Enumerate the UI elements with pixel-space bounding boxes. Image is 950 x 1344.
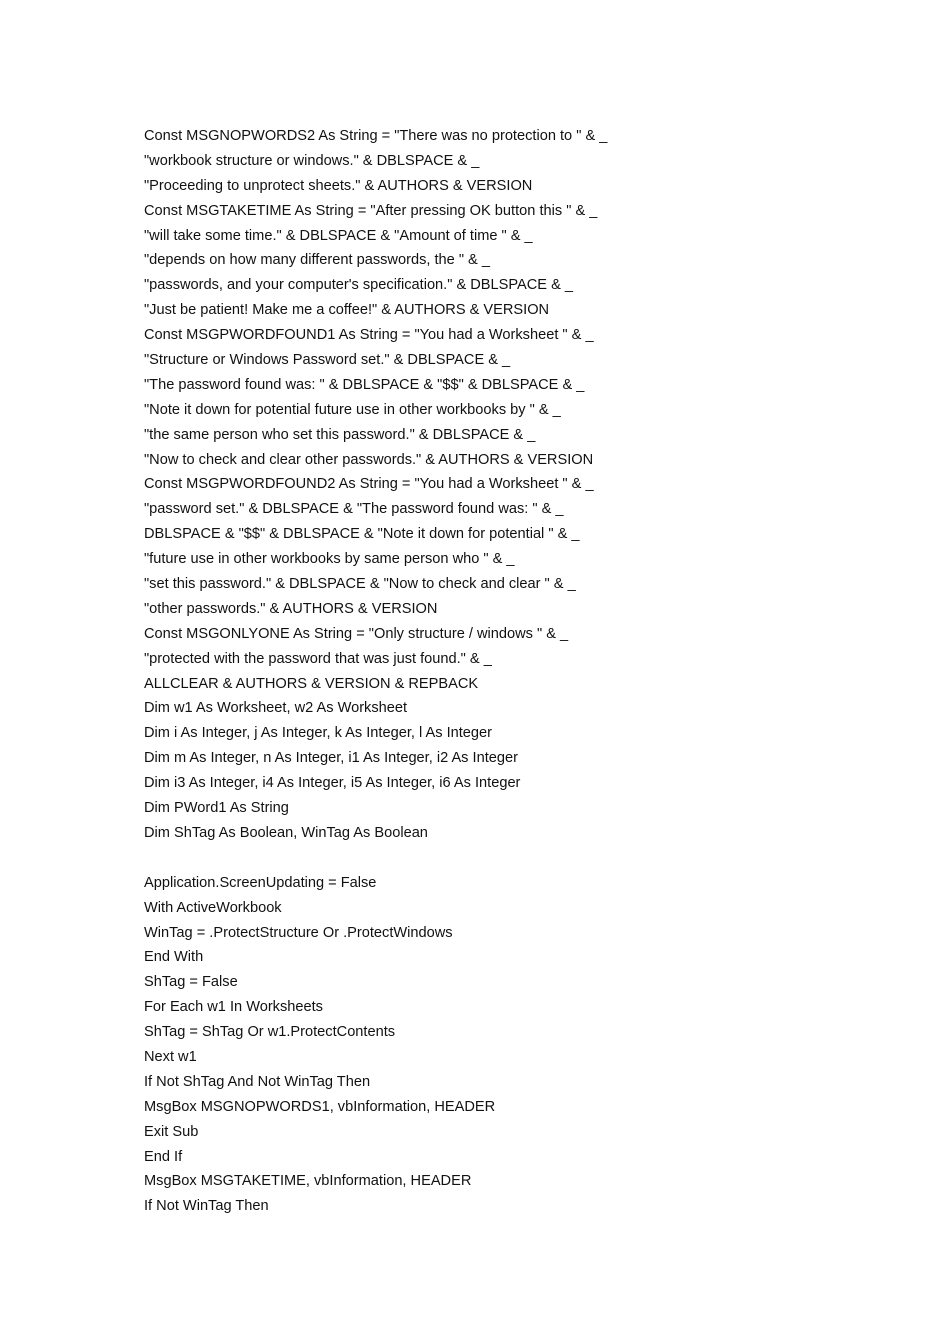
- code-line: "the same person who set this password." & DBLSPACE & _: [144, 426, 536, 443]
- code-line: "Note it down for potential future use in other workbooks by " & _: [144, 401, 561, 418]
- code-line: Const MSGTAKETIME As String = "After pressing OK button this " & _: [144, 202, 598, 219]
- code-line: Dim ShTag As Boolean, WinTag As Boolean: [144, 824, 428, 841]
- code-line: MsgBox MSGNOPWORDS1, vbInformation, HEADER: [144, 1098, 496, 1115]
- code-line: "workbook structure or windows." & DBLSPACE & _: [144, 152, 480, 169]
- code-line: "Proceeding to unprotect sheets." & AUTHORS & VERSION: [144, 177, 533, 194]
- code-line: "will take some time." & DBLSPACE & "Amount of time " & _: [144, 227, 533, 244]
- code-line: Const MSGNOPWORDS2 As String = "There was no protection to " & _: [144, 128, 608, 144]
- code-line: For Each w1 In Worksheets: [144, 999, 323, 1016]
- code-line: Dim m As Integer, n As Integer, i1 As Integer, i2 As Integer: [144, 750, 518, 767]
- code-line: "passwords, and your computer's specification." & DBLSPACE & _: [144, 277, 573, 294]
- code-line: Dim i As Integer, j As Integer, k As Integer, l As Integer: [144, 725, 493, 742]
- code-line: "set this password." & DBLSPACE & "Now to check and clear " & _: [144, 576, 576, 593]
- code-line: ShTag = ShTag Or w1.ProtectContents: [144, 1024, 396, 1041]
- code-line: "future use in other workbooks by same person who " & _: [144, 551, 515, 568]
- code-line: "other passwords." & AUTHORS & VERSION: [144, 600, 438, 617]
- code-line: "depends on how many different passwords, the " & _: [144, 252, 490, 269]
- code-line: Exit Sub: [144, 1123, 199, 1140]
- code-line: "Structure or Windows Password set." & DBLSPACE & _: [144, 352, 511, 369]
- code-line: DBLSPACE & "$$" & DBLSPACE & "Note it down for potential " & _: [144, 526, 580, 543]
- code-line: "Now to check and clear other passwords." & AUTHORS & VERSION: [144, 451, 594, 468]
- code-line: "password set." & DBLSPACE & "The password found was: " & _: [144, 501, 564, 518]
- code-line: Dim PWord1 As String: [144, 800, 289, 817]
- code-line: If Not ShTag And Not WinTag Then: [144, 1073, 371, 1090]
- code-line: With ActiveWorkbook: [144, 899, 282, 916]
- code-line: End With: [144, 949, 204, 966]
- code-line: Const MSGONLYONE As String = "Only structure / windows " & _: [144, 625, 569, 642]
- code-line: ALLCLEAR & AUTHORS & VERSION & REPBACK: [144, 675, 479, 692]
- code-line: Next w1: [144, 1048, 197, 1065]
- code-line: If Not WinTag Then: [144, 1198, 269, 1215]
- code-line: Dim w1 As Worksheet, w2 As Worksheet: [144, 700, 408, 717]
- code-line: "The password found was: " & DBLSPACE & "$$" & DBLSPACE & _: [144, 376, 585, 393]
- code-listing: [144, 124, 864, 1219]
- code-line: Const MSGPWORDFOUND1 As String = "You had a Worksheet " & _: [144, 327, 594, 344]
- code-line: "Just be patient! Make me a coffee!" & AUTHORS & VERSION: [144, 302, 550, 319]
- blank-line: [144, 846, 864, 871]
- code-line: Dim i3 As Integer, i4 As Integer, i5 As Integer, i6 As Integer: [144, 775, 521, 792]
- code-line: Application.ScreenUpdating = False: [144, 874, 377, 891]
- code-line: "protected with the password that was just found." & _: [144, 650, 492, 667]
- code-line: Const MSGPWORDFOUND2 As String = "You had a Worksheet " & _: [144, 476, 594, 493]
- code-line: WinTag = .ProtectStructure Or .ProtectWindows: [144, 924, 453, 941]
- code-line: MsgBox MSGTAKETIME, vbInformation, HEADER: [144, 1173, 472, 1190]
- code-line: End If: [144, 1148, 183, 1165]
- code-line: ShTag = False: [144, 974, 238, 991]
